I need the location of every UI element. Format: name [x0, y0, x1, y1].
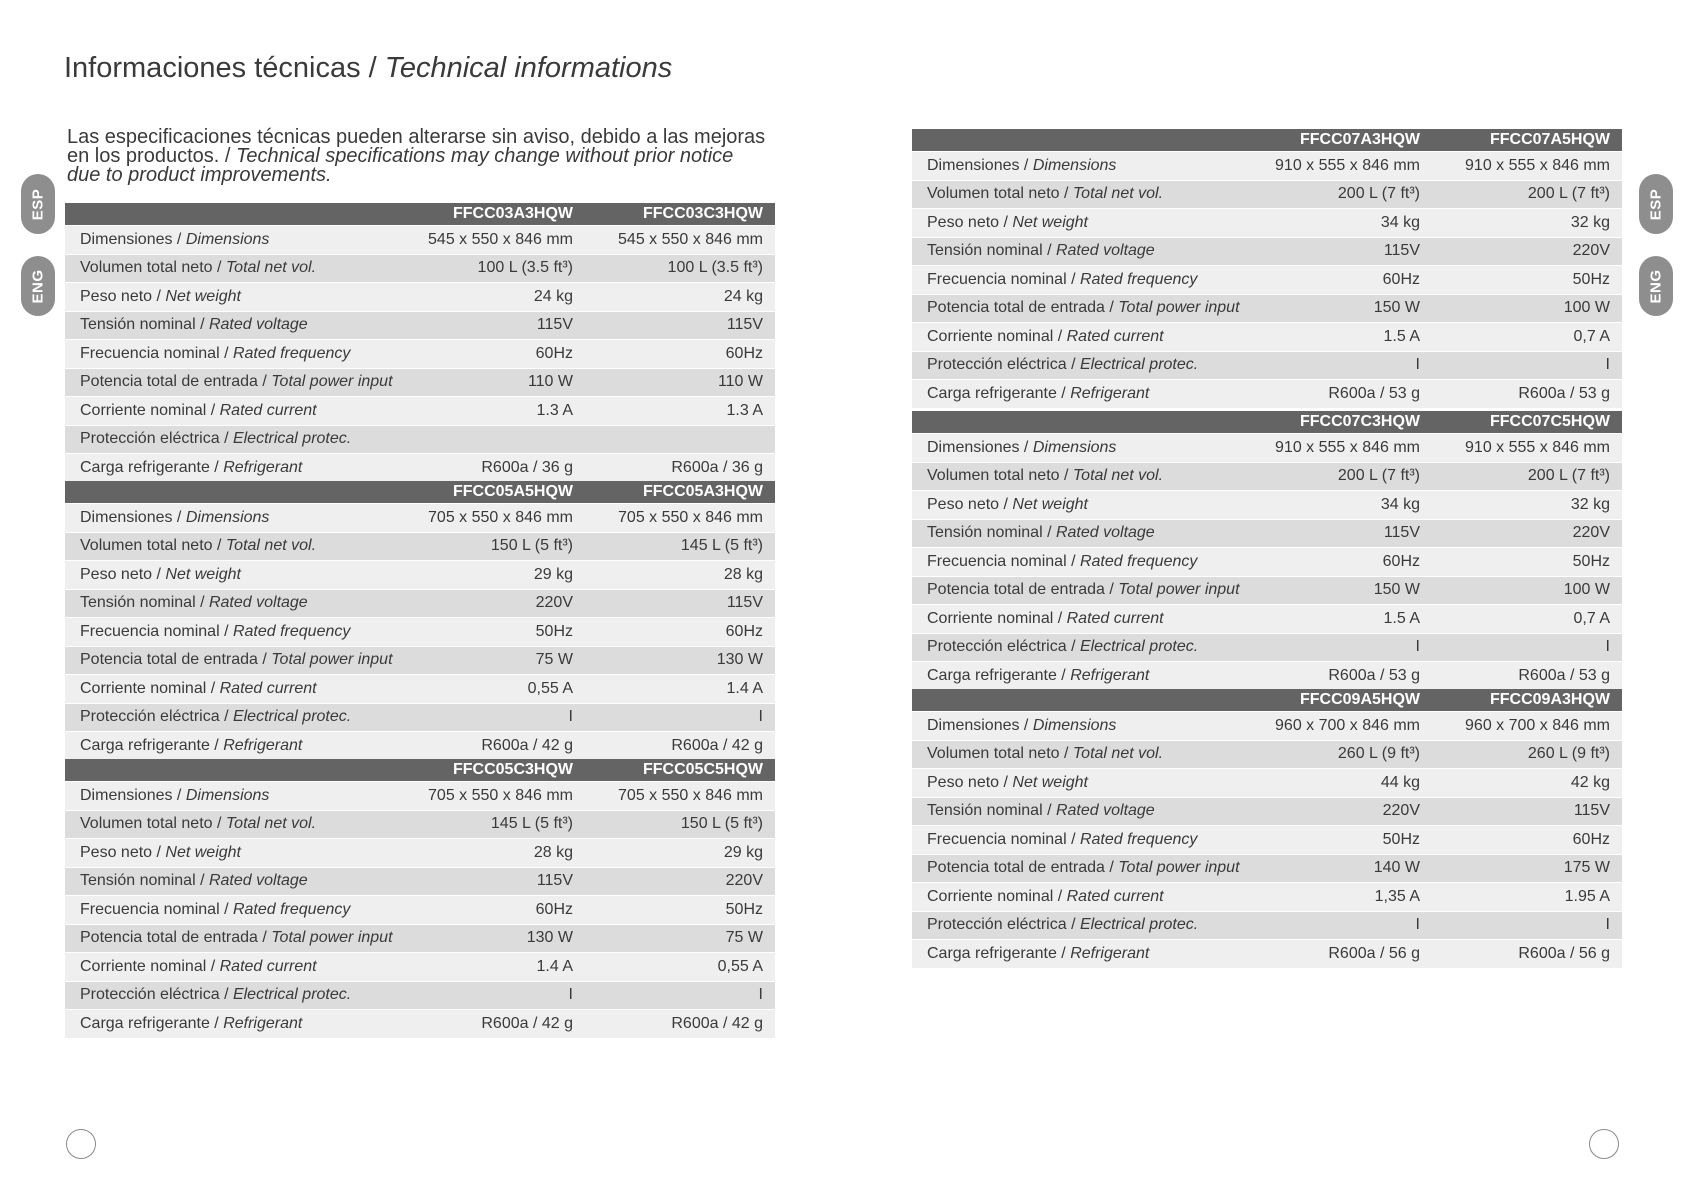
header-blank — [65, 481, 395, 504]
spec-value: 545 x 550 x 846 mm — [395, 226, 585, 255]
model-header: FFCC09A3HQW — [1432, 689, 1622, 712]
intro-line-3: due to product improvements. — [67, 164, 332, 186]
table-row — [912, 462, 1622, 491]
model-header: FFCC07C5HQW — [1432, 411, 1622, 434]
row-label: Protección eléctrica / Electrical protec. — [65, 703, 395, 732]
table-header-row — [65, 481, 775, 504]
row-label: Corriente nominal / Rated current — [65, 397, 395, 426]
spec-value: 34 kg — [1242, 491, 1432, 520]
spec-value: 960 x 700 x 846 mm — [1242, 712, 1432, 741]
row-label: Volumen total neto / Total net vol. — [912, 180, 1242, 209]
row-label: Carga refrigerante / Refrigerant — [912, 662, 1242, 690]
spec-value: R600a / 53 g — [1432, 662, 1622, 690]
spec-value: 200 L (7 ft³) — [1242, 180, 1432, 209]
table-row — [912, 576, 1622, 605]
spec-table — [65, 481, 775, 760]
table-row — [65, 646, 775, 675]
table-row — [65, 839, 775, 868]
table-row — [65, 675, 775, 704]
table-row — [65, 340, 775, 369]
header-blank — [912, 129, 1242, 152]
spec-value: 130 W — [395, 924, 585, 953]
model-header: FFCC07C3HQW — [1242, 411, 1432, 434]
spec-value: 115V — [1242, 237, 1432, 266]
spec-value: 29 kg — [395, 561, 585, 590]
table-row — [65, 810, 775, 839]
spec-value: 705 x 550 x 846 mm — [395, 782, 585, 811]
spec-value: 32 kg — [1432, 209, 1622, 238]
model-header: FFCC07A5HQW — [1432, 129, 1622, 152]
spec-value: 145 L (5 ft³) — [395, 810, 585, 839]
table-row — [912, 548, 1622, 577]
table-header-row — [65, 759, 775, 782]
table-row — [912, 294, 1622, 323]
model-header: FFCC03C3HQW — [585, 203, 775, 226]
spec-value: 60Hz — [585, 340, 775, 369]
table-row — [912, 351, 1622, 380]
spec-value: 28 kg — [585, 561, 775, 590]
table-row — [65, 454, 775, 482]
table-row — [65, 703, 775, 732]
lang-tab-eng-left[interactable]: ENG — [21, 256, 55, 316]
row-label: Protección eléctrica / Electrical protec. — [912, 911, 1242, 940]
row-label: Tensión nominal / Rated voltage — [912, 519, 1242, 548]
spec-value: 220V — [1432, 237, 1622, 266]
row-label: Protección eléctrica / Electrical protec. — [912, 351, 1242, 380]
header-blank — [65, 759, 395, 782]
model-header: FFCC07A3HQW — [1242, 129, 1432, 152]
intro-note — [67, 128, 787, 185]
row-label: Corriente nominal / Rated current — [65, 953, 395, 982]
spec-value: I — [1242, 351, 1432, 380]
table-row — [65, 368, 775, 397]
page-number-circle-right — [1589, 1129, 1619, 1159]
spec-value: 910 x 555 x 846 mm — [1432, 434, 1622, 463]
spec-value: 110 W — [395, 368, 585, 397]
spec-value: 50Hz — [1242, 826, 1432, 855]
table-row — [912, 491, 1622, 520]
spec-value: 910 x 555 x 846 mm — [1432, 152, 1622, 181]
row-label: Potencia total de entrada / Total power input — [912, 854, 1242, 883]
spec-value: 60Hz — [1242, 548, 1432, 577]
title-en: Technical informations — [384, 52, 673, 84]
row-label: Dimensiones / Dimensions — [912, 152, 1242, 181]
table-header-row — [912, 689, 1622, 712]
spec-value — [395, 425, 585, 454]
table-row — [65, 311, 775, 340]
spec-value: 60Hz — [1242, 266, 1432, 295]
spec-value: R600a / 56 g — [1242, 940, 1432, 968]
spec-value: 1.3 A — [585, 397, 775, 426]
table-row — [912, 883, 1622, 912]
spec-value: 0,55 A — [395, 675, 585, 704]
row-label: Frecuencia nominal / Rated frequency — [65, 340, 395, 369]
row-label: Frecuencia nominal / Rated frequency — [912, 826, 1242, 855]
spec-value: 115V — [1432, 797, 1622, 826]
spec-value: 60Hz — [395, 340, 585, 369]
row-label: Carga refrigerante / Refrigerant — [912, 380, 1242, 408]
spec-value: 705 x 550 x 846 mm — [585, 782, 775, 811]
table-row — [912, 769, 1622, 798]
table-row — [912, 266, 1622, 295]
intro-line-2: en los productos. / Technical specifications may change without prior notice — [67, 145, 734, 167]
table-row — [65, 896, 775, 925]
spec-value: 1.95 A — [1432, 883, 1622, 912]
lang-tab-eng-right[interactable]: ENG — [1639, 256, 1673, 316]
model-header: FFCC09A5HQW — [1242, 689, 1432, 712]
table-row — [912, 209, 1622, 238]
spec-value: 50Hz — [1432, 266, 1622, 295]
row-label: Volumen total neto / Total net vol. — [65, 810, 395, 839]
row-label: Dimensiones / Dimensions — [65, 504, 395, 533]
spec-value: 1.4 A — [395, 953, 585, 982]
spec-value: 24 kg — [585, 283, 775, 312]
table-row — [912, 940, 1622, 968]
spec-table — [912, 129, 1622, 408]
intro-line-1: Las especificaciones técnicas pueden alterarse sin aviso, debido a las mejoras — [67, 126, 766, 148]
spec-value: 200 L (7 ft³) — [1432, 462, 1622, 491]
spec-value: 1.4 A — [585, 675, 775, 704]
spec-value: 34 kg — [1242, 209, 1432, 238]
table-row — [912, 519, 1622, 548]
spec-value: 0,7 A — [1432, 323, 1622, 352]
model-header: FFCC05C5HQW — [585, 759, 775, 782]
row-label: Carga refrigerante / Refrigerant — [65, 454, 395, 482]
table-header-row — [912, 411, 1622, 434]
row-label: Peso neto / Net weight — [912, 209, 1242, 238]
table-row — [65, 867, 775, 896]
header-blank — [912, 689, 1242, 712]
row-label: Corriente nominal / Rated current — [65, 675, 395, 704]
table-row — [65, 732, 775, 760]
row-label: Peso neto / Net weight — [912, 769, 1242, 798]
row-label: Frecuencia nominal / Rated frequency — [65, 896, 395, 925]
spec-value: 220V — [1242, 797, 1432, 826]
table-row — [65, 981, 775, 1010]
row-label: Volumen total neto / Total net vol. — [65, 532, 395, 561]
spec-value: 50Hz — [585, 896, 775, 925]
model-header: FFCC03A3HQW — [395, 203, 585, 226]
spec-value: 100 W — [1432, 294, 1622, 323]
header-blank — [912, 411, 1242, 434]
spec-value: 1,35 A — [1242, 883, 1432, 912]
row-label: Frecuencia nominal / Rated frequency — [912, 548, 1242, 577]
table-row — [65, 425, 775, 454]
spec-value: I — [1432, 351, 1622, 380]
row-label: Tensión nominal / Rated voltage — [912, 237, 1242, 266]
row-label: Dimensiones / Dimensions — [912, 712, 1242, 741]
spec-value: 42 kg — [1432, 769, 1622, 798]
page-title — [64, 52, 672, 85]
row-label: Volumen total neto / Total net vol. — [65, 254, 395, 283]
table-row — [65, 532, 775, 561]
row-label: Tensión nominal / Rated voltage — [65, 311, 395, 340]
spec-table — [65, 759, 775, 1038]
row-label: Frecuencia nominal / Rated frequency — [912, 266, 1242, 295]
row-label: Dimensiones / Dimensions — [912, 434, 1242, 463]
spec-value: 150 L (5 ft³) — [395, 532, 585, 561]
spec-value: 960 x 700 x 846 mm — [1432, 712, 1622, 741]
row-label: Dimensiones / Dimensions — [65, 226, 395, 255]
table-row — [912, 434, 1622, 463]
table-row — [912, 633, 1622, 662]
spec-value: 110 W — [585, 368, 775, 397]
table-row — [912, 380, 1622, 408]
spec-value: 75 W — [585, 924, 775, 953]
table-row — [65, 618, 775, 647]
spec-value: 32 kg — [1432, 491, 1622, 520]
row-label: Potencia total de entrada / Total power input — [912, 576, 1242, 605]
spec-value: 220V — [585, 867, 775, 896]
spec-table — [65, 203, 775, 482]
row-label: Peso neto / Net weight — [912, 491, 1242, 520]
row-label: Peso neto / Net weight — [65, 283, 395, 312]
page-number-circle-left — [66, 1129, 96, 1159]
spec-value: 220V — [1432, 519, 1622, 548]
spec-value: I — [1432, 911, 1622, 940]
table-row — [65, 504, 775, 533]
spec-value: I — [1432, 633, 1622, 662]
spec-value: 100 L (3.5 ft³) — [395, 254, 585, 283]
spec-value: 24 kg — [395, 283, 585, 312]
spec-value: 545 x 550 x 846 mm — [585, 226, 775, 255]
spec-value: 130 W — [585, 646, 775, 675]
spec-value: 200 L (7 ft³) — [1432, 180, 1622, 209]
table-row — [912, 152, 1622, 181]
lang-tab-esp-left[interactable]: ESP — [21, 174, 55, 234]
model-header: FFCC05C3HQW — [395, 759, 585, 782]
spec-value: 910 x 555 x 846 mm — [1242, 152, 1432, 181]
spec-value: 1.5 A — [1242, 323, 1432, 352]
spec-value: I — [585, 981, 775, 1010]
spec-value: R600a / 53 g — [1242, 662, 1432, 690]
table-header-row — [912, 129, 1622, 152]
spec-value: R600a / 42 g — [395, 732, 585, 760]
row-label: Peso neto / Net weight — [65, 839, 395, 868]
spec-value: 910 x 555 x 846 mm — [1242, 434, 1432, 463]
table-row — [65, 397, 775, 426]
spec-value: 705 x 550 x 846 mm — [395, 504, 585, 533]
row-label: Corriente nominal / Rated current — [912, 323, 1242, 352]
spec-value: 140 W — [1242, 854, 1432, 883]
table-row — [65, 226, 775, 255]
spec-value: 115V — [1242, 519, 1432, 548]
row-label: Corriente nominal / Rated current — [912, 883, 1242, 912]
spec-value: R600a / 42 g — [585, 732, 775, 760]
row-label: Protección eléctrica / Electrical protec. — [65, 425, 395, 454]
spec-value: 150 W — [1242, 576, 1432, 605]
table-row — [912, 662, 1622, 690]
spec-value: R600a / 36 g — [585, 454, 775, 482]
table-row — [912, 911, 1622, 940]
spec-value: 260 L (9 ft³) — [1432, 740, 1622, 769]
spec-value: 115V — [585, 311, 775, 340]
spec-value: 60Hz — [1432, 826, 1622, 855]
spec-value: 60Hz — [585, 618, 775, 647]
spec-value: 44 kg — [1242, 769, 1432, 798]
row-label: Protección eléctrica / Electrical protec. — [65, 981, 395, 1010]
row-label: Potencia total de entrada / Total power input — [65, 646, 395, 675]
table-row — [912, 180, 1622, 209]
table-row — [912, 237, 1622, 266]
spec-value: 100 L (3.5 ft³) — [585, 254, 775, 283]
row-label: Volumen total neto / Total net vol. — [912, 740, 1242, 769]
spec-value: 150 W — [1242, 294, 1432, 323]
spec-value: I — [395, 981, 585, 1010]
table-row — [65, 782, 775, 811]
table-row — [65, 924, 775, 953]
row-label: Frecuencia nominal / Rated frequency — [65, 618, 395, 647]
spec-value: 175 W — [1432, 854, 1622, 883]
model-header: FFCC05A3HQW — [585, 481, 775, 504]
table-row — [65, 1010, 775, 1038]
table-row — [912, 797, 1622, 826]
row-label: Potencia total de entrada / Total power input — [65, 924, 395, 953]
table-row — [912, 854, 1622, 883]
table-row — [912, 826, 1622, 855]
spec-value: 115V — [395, 867, 585, 896]
spec-value: 29 kg — [585, 839, 775, 868]
spec-value: R600a / 42 g — [585, 1010, 775, 1038]
spec-value: 0,55 A — [585, 953, 775, 982]
spec-value: 200 L (7 ft³) — [1242, 462, 1432, 491]
spec-value: 150 L (5 ft³) — [585, 810, 775, 839]
row-label: Tensión nominal / Rated voltage — [65, 589, 395, 618]
spec-value: 115V — [395, 311, 585, 340]
row-label: Protección eléctrica / Electrical protec. — [912, 633, 1242, 662]
table-row — [912, 323, 1622, 352]
spec-value: 28 kg — [395, 839, 585, 868]
lang-tab-esp-right[interactable]: ESP — [1639, 174, 1673, 234]
spec-value: 0,7 A — [1432, 605, 1622, 634]
spec-value: 260 L (9 ft³) — [1242, 740, 1432, 769]
spec-value: 145 L (5 ft³) — [585, 532, 775, 561]
spec-value: 50Hz — [1432, 548, 1622, 577]
spec-value — [585, 425, 775, 454]
row-label: Carga refrigerante / Refrigerant — [65, 1010, 395, 1038]
title-es: Informaciones técnicas / — [64, 52, 385, 84]
table-row — [65, 283, 775, 312]
table-row — [65, 561, 775, 590]
row-label: Corriente nominal / Rated current — [912, 605, 1242, 634]
spec-value: 1.5 A — [1242, 605, 1432, 634]
row-label: Dimensiones / Dimensions — [65, 782, 395, 811]
row-label: Carga refrigerante / Refrigerant — [912, 940, 1242, 968]
table-row — [65, 589, 775, 618]
spec-value: 220V — [395, 589, 585, 618]
table-row — [65, 254, 775, 283]
row-label: Tensión nominal / Rated voltage — [912, 797, 1242, 826]
table-row — [912, 712, 1622, 741]
table-header-row — [65, 203, 775, 226]
spec-value: 705 x 550 x 846 mm — [585, 504, 775, 533]
spec-value: 75 W — [395, 646, 585, 675]
row-label: Potencia total de entrada / Total power input — [912, 294, 1242, 323]
spec-value: 60Hz — [395, 896, 585, 925]
spec-table — [912, 411, 1622, 690]
table-row — [912, 740, 1622, 769]
spec-value: R600a / 36 g — [395, 454, 585, 482]
spec-value: 115V — [585, 589, 775, 618]
spec-table — [912, 689, 1622, 968]
spec-value: I — [395, 703, 585, 732]
table-row — [65, 953, 775, 982]
spec-value: R600a / 53 g — [1432, 380, 1622, 408]
model-header: FFCC05A5HQW — [395, 481, 585, 504]
spec-value: I — [1242, 911, 1432, 940]
header-blank — [65, 203, 395, 226]
row-label: Carga refrigerante / Refrigerant — [65, 732, 395, 760]
table-row — [912, 605, 1622, 634]
spec-value: R600a / 53 g — [1242, 380, 1432, 408]
spec-value: R600a / 56 g — [1432, 940, 1622, 968]
row-label: Volumen total neto / Total net vol. — [912, 462, 1242, 491]
row-label: Potencia total de entrada / Total power input — [65, 368, 395, 397]
row-label: Tensión nominal / Rated voltage — [65, 867, 395, 896]
spec-value: I — [585, 703, 775, 732]
spec-value: I — [1242, 633, 1432, 662]
spec-value: 100 W — [1432, 576, 1622, 605]
spec-value: R600a / 42 g — [395, 1010, 585, 1038]
spec-value: 50Hz — [395, 618, 585, 647]
row-label: Peso neto / Net weight — [65, 561, 395, 590]
spec-value: 1.3 A — [395, 397, 585, 426]
